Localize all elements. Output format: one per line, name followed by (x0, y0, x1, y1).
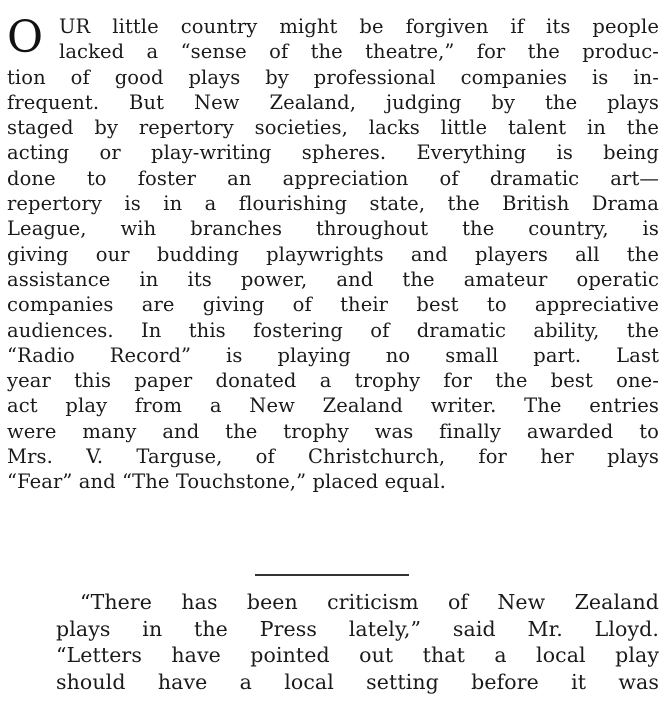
paragraph-line: audiences. In this fostering of dramatic ability, the (7, 318, 659, 342)
paragraph-line: frequent. But New Zealand, judging by the plays (7, 90, 659, 114)
section-divider (255, 574, 409, 576)
paragraph-line: companies are giving of their best to appreciative (7, 293, 659, 317)
paragraph-line: giving our budding playwrights and players all the (7, 242, 659, 266)
paragraph-line: “Fear” and “The Touchstone,” placed equal. (7, 470, 446, 494)
paragraph-line: tion of good plays by professional companies is in- (7, 65, 659, 89)
paragraph-line: repertory is in a flourishing state, the British Drama (7, 192, 659, 216)
paragraph-line: acting or play-writing spheres. Everything is being (7, 141, 659, 165)
paragraph-line: done to foster an appreciation of dramatic art— (7, 166, 659, 190)
paragraph-line: UR little country might be forgiven if its people (59, 15, 659, 38)
paragraph-line: “Letters have pointed out that a local play (56, 643, 659, 667)
paragraph-line: assistance in its power, and the amateur operatic (7, 267, 659, 291)
article-paragraph-2 (56, 589, 659, 695)
paragraph-line: staged by repertory societies, lacks little talent in the (7, 116, 659, 140)
paragraph-line: plays in the Press lately,” said Mr. Lloyd. (56, 616, 659, 641)
paragraph-line: year this paper donated a trophy for the best one- (7, 369, 659, 393)
paragraph-line: act play from a New Zealand writer. The entries (7, 394, 659, 418)
paragraph-line: “There has been criticism of New Zealand (80, 590, 659, 614)
paragraph-line: Mrs. V. Targuse, of Christchurch, for her plays (7, 445, 659, 469)
paragraph-line: should have a local setting before it was (56, 669, 659, 694)
paragraph-line: lacked a “sense of the theatre,” for the produc- (59, 40, 659, 64)
paragraph-line: League, wih branches throughout the country, is (7, 217, 659, 241)
article-paragraph-1 (7, 14, 659, 495)
paragraph-line: were many and the trophy was finally awarded to (7, 419, 659, 443)
drop-cap-letter: O (7, 12, 44, 63)
paragraph-line: “Radio Record” is playing no small part. Last (7, 343, 659, 367)
